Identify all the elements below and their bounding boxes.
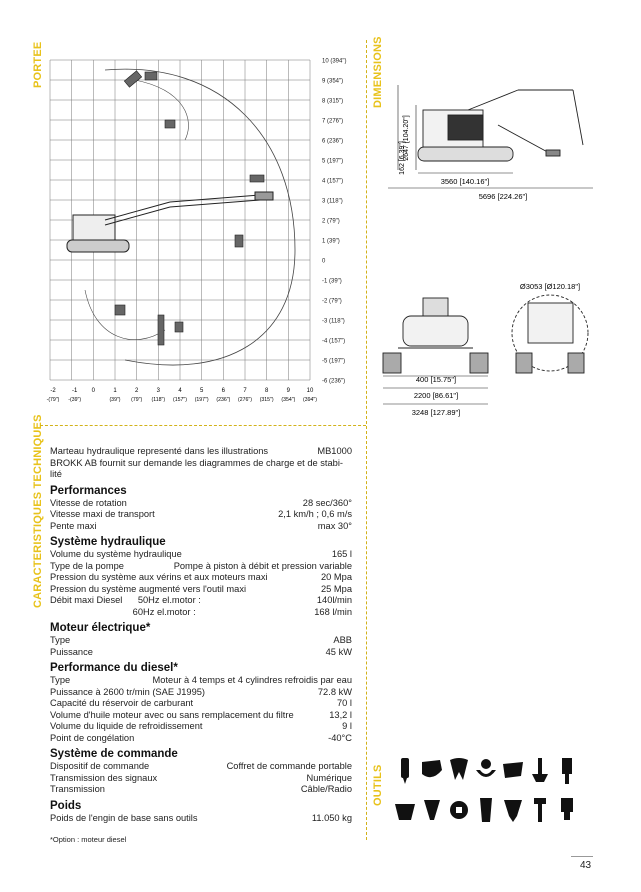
spec-value: 140l/min: [316, 595, 352, 605]
y-tick-label: -3 (118"): [322, 318, 345, 325]
x-tick-label: 7: [243, 388, 247, 394]
machine-top-icon: [512, 295, 588, 373]
spec-value: 70 l: [337, 698, 352, 708]
breaker-icon: [401, 758, 409, 784]
y-tick-label: 7 (276"): [322, 118, 344, 125]
x-tick-label: 4: [178, 388, 182, 394]
x-tick-label-in: (79"): [131, 397, 143, 403]
spec-value: 45 kW: [325, 646, 352, 657]
spec-row: [50, 687, 352, 699]
dim-width-2: 2200 [86.61"]: [413, 391, 459, 400]
x-tick-label: 0: [91, 388, 96, 394]
x-tick-label-in: (236"): [216, 397, 231, 403]
spec-value: Moteur à 4 temps et 4 cylindres refroidis par eau: [152, 675, 352, 685]
y-tick-label: 9 (354"): [322, 78, 344, 85]
spec-value: Câble/Radio: [300, 784, 352, 794]
divider-vertical: [366, 40, 367, 840]
y-tick-label: 6 (236"): [322, 138, 344, 145]
spec-row: [50, 710, 352, 722]
spec-key: Poids de l'engin de base sans outils: [50, 812, 198, 823]
section-label-outils: OUTILS: [372, 764, 384, 806]
x-tick-label: 3: [156, 388, 161, 394]
x-tick-label: 8: [264, 388, 269, 394]
spec-value: 28 sec/360°: [302, 497, 352, 508]
y-tick-label: -1 (39"): [322, 278, 342, 285]
dim-length-1: 3560 [140.16"]: [440, 177, 490, 186]
spec-key: Débit maxi Diesel 50Hz el.motor :: [50, 595, 201, 605]
y-tick-label: -6 (236"): [322, 378, 346, 385]
ripper-icon: [534, 798, 546, 822]
bucket-2-icon: [395, 804, 415, 820]
spec-row: [50, 698, 352, 710]
dim-width-3: 3248 [127.89"]: [411, 408, 461, 417]
spec-value: 72.8 kW: [317, 686, 352, 697]
spec-row: [50, 549, 352, 561]
spec-row: [50, 498, 352, 510]
spec-value: ABB: [333, 635, 352, 645]
scraper-icon: [532, 758, 548, 782]
spec-value: Numérique: [306, 772, 352, 783]
spec-row: [50, 647, 352, 659]
spec-value: 13,2 l: [329, 709, 352, 720]
spec-value: 2,1 km/h ; 0,6 m/s: [278, 509, 352, 519]
dim-height-2: 2647 [104.20"]: [403, 115, 410, 161]
dimensions-front-view: [378, 278, 618, 423]
spec-value: 168 l/min: [314, 606, 352, 617]
spec-row: [50, 446, 352, 458]
spec-value: -40°C: [328, 732, 352, 743]
crusher-icon: [450, 758, 468, 780]
spec-key: Puissance: [50, 646, 93, 657]
spec-value: Coffret de commande portable: [226, 761, 352, 771]
grapple-icon: [476, 759, 496, 777]
spec-row: [50, 784, 352, 796]
spec-value: MB1000: [317, 446, 352, 456]
spec-group-title: Performance du diesel*: [50, 662, 178, 674]
spec-group-title: Moteur électrique*: [50, 622, 151, 634]
spec-row: [50, 773, 352, 785]
spec-group-title: Système de commande: [50, 748, 178, 760]
spec-row: [50, 733, 352, 745]
x-tick-label: 9: [286, 388, 291, 394]
spec-key: Transmission: [50, 784, 105, 794]
quick-coupler-icon: [561, 798, 573, 820]
spec-row: [50, 721, 352, 733]
shear-icon: [480, 798, 492, 822]
x-tick-label: 6: [221, 388, 226, 394]
y-tick-label: 4 (157"): [322, 178, 344, 185]
spec-key: Pression du système augmenté vers l'outil maxi: [50, 583, 247, 594]
section-label-caracteristiques: CARACTERISTIQUES TECHNIQUES: [32, 414, 44, 608]
spec-key: Volume du système hydraulique: [50, 549, 182, 559]
spec-key: Dispositif de commande: [50, 761, 150, 771]
spec-value: 11.050 kg: [311, 812, 352, 823]
bucket-icon: [422, 760, 442, 777]
x-tick-label-in: (315"): [259, 397, 274, 403]
spec-key: Volume du liquide de refroidissement: [50, 721, 203, 731]
chisel-icon: [562, 758, 572, 784]
spec-key: Type de la pompe: [50, 560, 124, 571]
dim-length-2: 5696 [224.26"]: [478, 192, 528, 201]
spec-row: [50, 561, 352, 573]
spec-row: [50, 584, 352, 596]
spec-group-title: Système hydraulique: [50, 536, 166, 548]
section-label-portee: PORTEE: [32, 41, 44, 88]
spec-value: 165 l: [331, 549, 352, 559]
y-tick-label: -2 (79"): [322, 298, 342, 305]
spec-key: Volume d'huile moteur avec ou sans remplacement du filtre: [50, 709, 294, 720]
cutter-icon: [504, 800, 522, 822]
spec-row: [50, 595, 352, 607]
spec-key: Vitesse de rotation: [50, 497, 127, 508]
x-tick-label-in: (197"): [194, 397, 209, 403]
page-number-bar: [571, 856, 593, 857]
spec-key: Point de congélation: [50, 732, 135, 743]
spec-intro-text: BROKK AB fournit sur demande les diagrammes de charge et de stabi- lité: [50, 457, 344, 479]
dimensions-side-view: [378, 50, 608, 220]
spec-row: [50, 521, 352, 533]
dim-diameter: Ø3053 [Ø120.18"]: [519, 282, 581, 291]
spec-row: [50, 635, 352, 647]
spec-key: Capacité du réservoir de carburant: [50, 698, 194, 708]
dim-width-1: 400 [15.75"]: [415, 375, 457, 384]
x-tick-label-in: (157"): [173, 397, 187, 403]
crusher-2-icon: [450, 801, 468, 819]
reach-chart: [45, 50, 365, 420]
spec-key: 60Hz el.motor :: [50, 606, 196, 617]
footnote: *Option : moteur diesel: [50, 835, 127, 844]
x-tick-label-in: (118"): [151, 397, 166, 403]
spec-value: 25 Mpa: [320, 583, 352, 594]
spec-group-title: Performances: [50, 484, 127, 497]
y-tick-label: 5 (197"): [322, 158, 344, 165]
dim-height-1: 162 [6.39"]: [399, 141, 406, 175]
ripper-bucket-icon: [503, 762, 523, 778]
x-tick-label-in: -(79"): [46, 397, 60, 403]
machine-front-icon: [383, 298, 488, 373]
spec-row: [50, 572, 352, 584]
x-tick-label-in: -(39"): [68, 397, 82, 403]
x-tick-label: -1: [71, 388, 78, 394]
reach-inner-arc: [135, 80, 188, 140]
x-tick-label-in: (276"): [238, 397, 252, 403]
section-label-dimensions: DIMENSIONS: [372, 36, 384, 108]
y-tick-label: 2 (79"): [322, 218, 340, 225]
x-tick-label: 5: [199, 388, 204, 394]
x-tick-label-in: (39"): [109, 397, 121, 403]
specs-block: [50, 446, 352, 824]
spec-group-title: Poids: [50, 799, 82, 812]
spec-key: Puissance à 2600 tr/min (SAE J1995): [50, 686, 206, 697]
spec-row: [50, 813, 352, 825]
spec-row: [50, 761, 352, 773]
spec-value: Pompe à piston à débit et pression variable: [173, 560, 352, 571]
spec-row: [50, 675, 352, 687]
y-tick-label: 3 (118"): [322, 198, 343, 205]
x-tick-label: 10: [306, 388, 314, 394]
spec-key: Pression du système aux vérins et aux moteurs maxi: [50, 572, 268, 582]
x-tick-label-in: (354"): [281, 397, 296, 403]
y-tick-label: 0: [322, 258, 326, 265]
spec-row: [50, 509, 352, 521]
spec-key: Vitesse maxi de transport: [50, 509, 155, 519]
spec-key: Pente maxi: [50, 520, 97, 531]
spec-key: Type: [50, 635, 71, 645]
y-tick-label: -5 (197"): [322, 358, 346, 365]
y-tick-label: 1 (39"): [322, 238, 340, 245]
machine-side-icon: [418, 90, 583, 161]
spec-value: 9 l: [342, 721, 352, 731]
x-tick-label-in: (394"): [303, 397, 317, 403]
y-tick-label: 10 (394"): [322, 58, 347, 65]
page-number: 43: [580, 860, 592, 871]
pulverizer-icon: [424, 800, 440, 820]
spec-value: max 30°: [317, 520, 352, 531]
tools-grid: [393, 755, 593, 835]
spec-key: Marteau hydraulique representé dans les illustrations: [50, 446, 269, 456]
x-tick-label: -2: [50, 388, 56, 394]
y-tick-label: -4 (157"): [322, 338, 346, 345]
divider-horizontal: [40, 425, 366, 426]
x-tick-label: 1: [113, 388, 117, 394]
spec-row: [50, 607, 352, 619]
y-tick-label: 8 (315"): [322, 98, 344, 105]
x-tick-label: 2: [134, 388, 139, 394]
spec-key: Transmission des signaux: [50, 772, 158, 783]
spec-key: Type: [50, 675, 71, 685]
spec-value: 20 Mpa: [320, 572, 352, 582]
